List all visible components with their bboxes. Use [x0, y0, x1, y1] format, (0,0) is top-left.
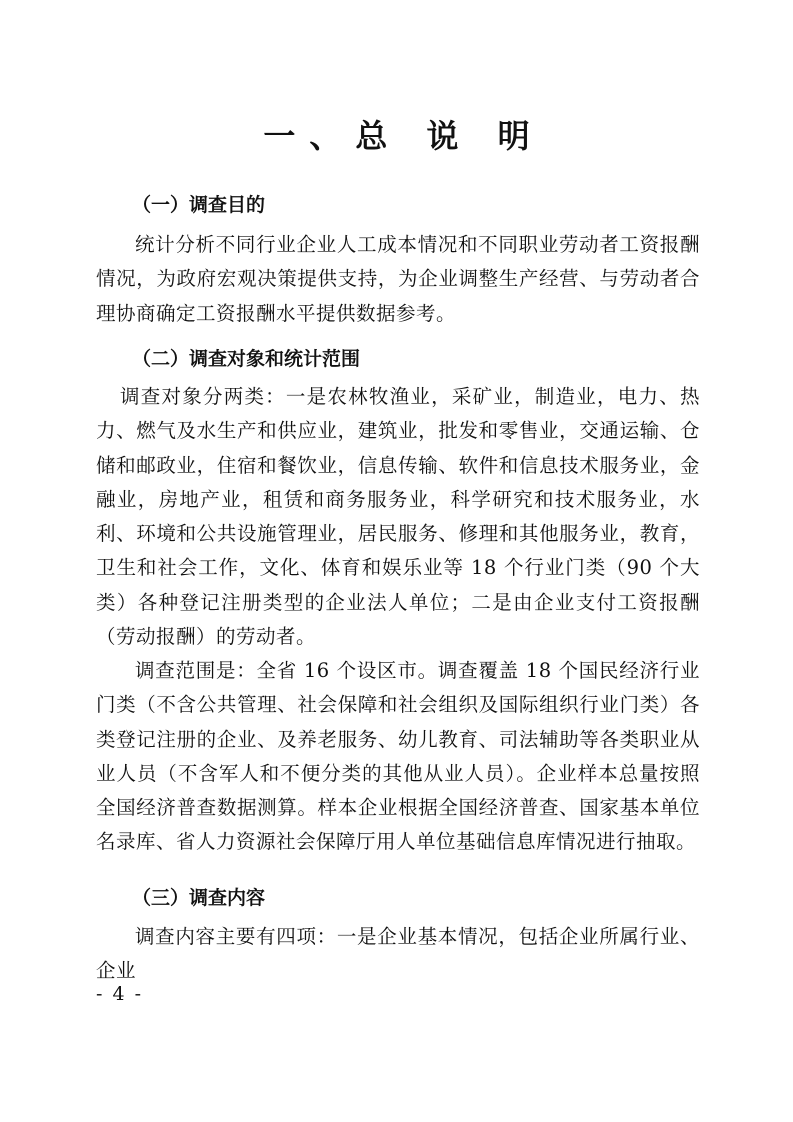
page-title: 一、总 说 明 [263, 117, 544, 155]
paragraph-survey-content: 调查内容主要有四项：一是企业基本情况，包括企业所属行业、企业 [96, 925, 700, 983]
paragraph-survey-objects: 调查对象分两类：一是农林牧渔业，采矿业，制造业，电力、热力、燃气及水生产和供应业，建筑业，批发和零售业，交通运输、仓储和邮政业，住宿和餐饮业，信息传输、软件和信息技术服务业，金融业，房地产业，租赁和商务服务业，科学研究和技术服务业，水利、环境和公共设施管理业，居民服务、修理和其他服务业，教育，卫生和社会工作，文化、体育和娱乐业等 18 个行业门类（90 个大类）各种登记注册类型的企业法人单位；二是由企业支付工资报酬（劳动报酬）的劳动者。 [96, 385, 700, 649]
section-heading-scope: （二）调查对象和统计范围 [132, 348, 361, 370]
section-heading-purpose: （一）调查目的 [132, 194, 266, 216]
paragraph-purpose: 统计分析不同行业企业人工成本情况和不同职业劳动者工资报酬情况，为政府宏观决策提供支持，为企业调整生产经营、与劳动者合理协商确定工资报酬水平提供数据参考。 [96, 233, 700, 325]
page-number: - 4 - [96, 983, 144, 1005]
section-heading-content: （三）调查内容 [132, 887, 266, 909]
paragraph-survey-range: 调查范围是：全省 16 个设区市。调查覆盖 18 个国民经济行业门类（不含公共管理、社会保障和社会组织及国际组织行业门类）各类登记注册的企业、及养老服务、幼儿教育、司法辅助等各类职业从业人员（不含军人和不便分类的其他从业人员）。企业样本总量按照全国经济普查数据测算。样本企业根据全国经济普查、国家基本单位名录库、省人力资源社会保障厅用人单位基础信息库情况进行抽取。 [96, 659, 700, 854]
